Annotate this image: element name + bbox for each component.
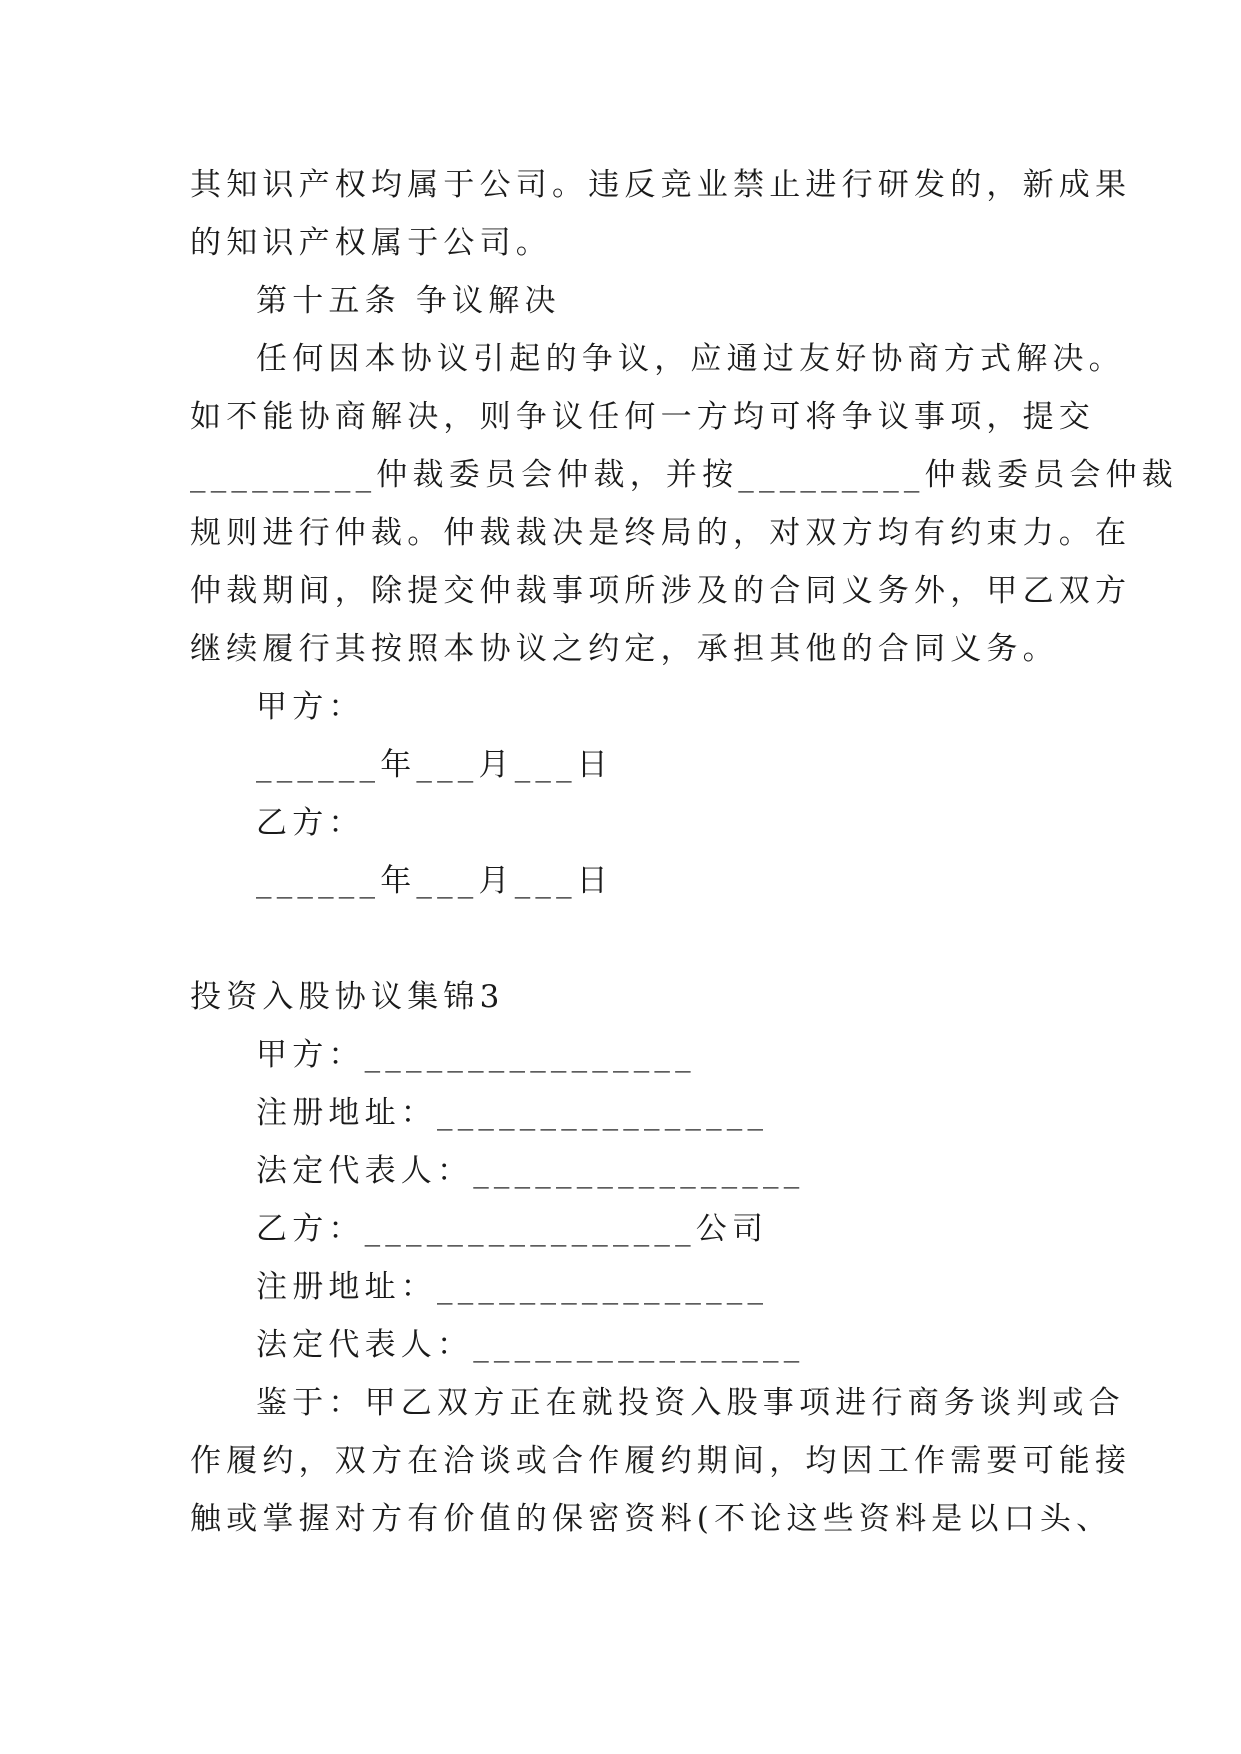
field-address-b: 注册地址：________________	[256, 1269, 769, 1305]
party-a-label: 甲方：	[256, 689, 365, 725]
party-b-label: 乙方：	[256, 805, 365, 841]
paragraph-line: 继续履行其按照本协议之约定，承担其他的合同义务。	[190, 631, 1059, 667]
field-party-b: 乙方：________________公司	[256, 1211, 769, 1247]
paragraph-line: 仲裁期间，除提交仲裁事项所涉及的合同义务外，甲乙双方	[190, 573, 1132, 609]
paragraph-line: 的知识产权属于公司。	[190, 225, 552, 261]
paragraph-line: 作履约，双方在洽谈或合作履约期间，均因工作需要可能接	[190, 1443, 1132, 1479]
document-title: 投资入股协议集锦3	[190, 979, 505, 1015]
section-heading: 第十五条 争议解决	[256, 283, 561, 319]
field-legal-rep-b: 法定代表人：________________	[256, 1327, 805, 1363]
party-a-date: ______年___月___日	[256, 747, 613, 783]
paragraph-line: 如不能协商解决，则争议任何一方均可将争议事项，提交	[190, 399, 1095, 435]
paragraph-line: 鉴于：甲乙双方正在就投资入股事项进行商务谈判或合	[256, 1385, 1125, 1421]
party-b-date: ______年___月___日	[256, 863, 613, 899]
field-address-a: 注册地址：________________	[256, 1095, 769, 1131]
paragraph-line: 规则进行仲裁。仲裁裁决是终局的，对双方均有约束力。在	[190, 515, 1132, 551]
paragraph-line: 任何因本协议引起的争议，应通过友好协商方式解决。	[256, 341, 1125, 377]
field-legal-rep-a: 法定代表人：________________	[256, 1153, 805, 1189]
paragraph-line: _________仲裁委员会仲裁，并按_________仲裁委员会仲裁	[190, 457, 1178, 493]
paragraph-line: 触或掌握对方有价值的保密资料(不论这些资料是以口头、	[190, 1501, 1113, 1537]
field-party-a: 甲方：________________	[256, 1037, 696, 1073]
paragraph-line: 其知识产权均属于公司。违反竞业禁止进行研发的，新成果	[190, 167, 1132, 203]
